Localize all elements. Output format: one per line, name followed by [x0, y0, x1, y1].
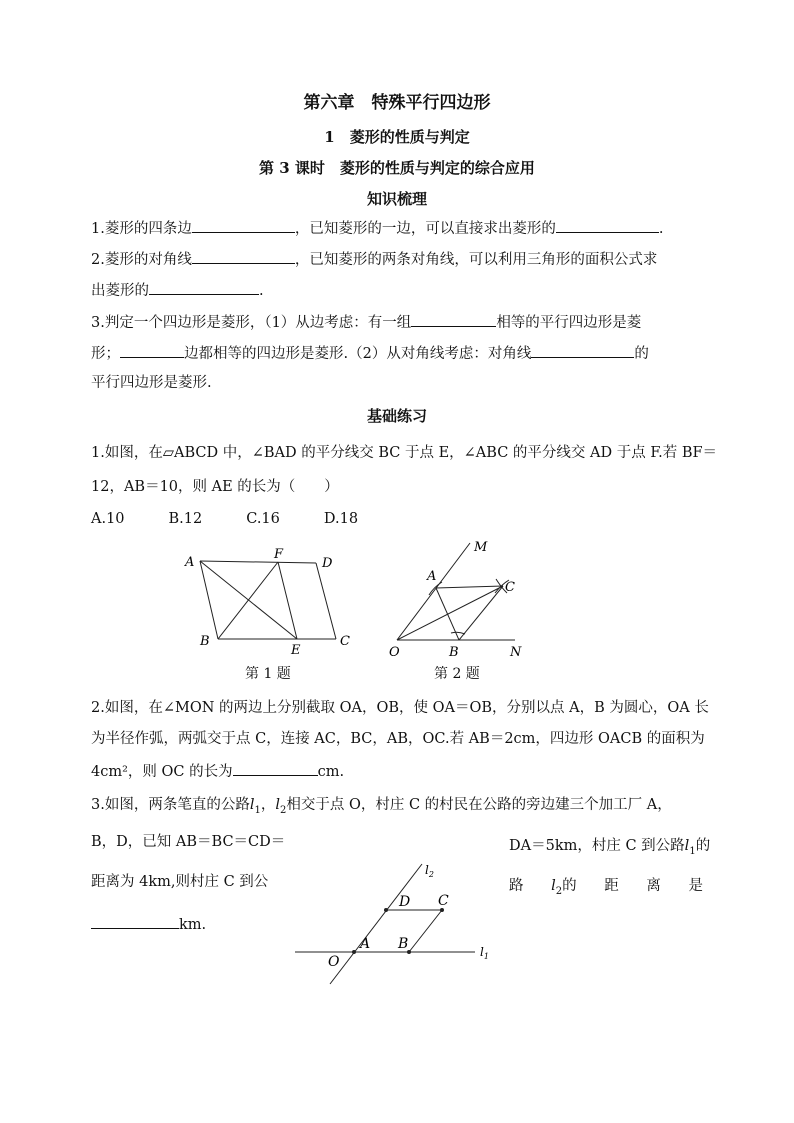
q1-text-line2: 12，AB＝10，则 AE 的长为（ ） [91, 479, 339, 495]
label-b: B [449, 645, 459, 660]
q3-text-line2-left: B，D，已知 AB＝BC＝CD＝ [91, 834, 286, 850]
q2-text-line1: 2.如图，在∠MON 的两边上分别截取 OA，OB，使 OA＝OB，分别以点 A，B 为圆心，OA 长 [91, 700, 709, 716]
label-a: A [427, 569, 437, 584]
figure-1-parallelogram [180, 545, 360, 655]
knowledge-item-2: 2.菱形的对角线 ，已知菱形的两条对角线，可以利用三角形的面积公式求 [91, 248, 657, 270]
answer-blank[interactable] [233, 760, 318, 776]
q3-text-line1: 3.如图，两条笔直的公路$l_1$，$l_2$相交于点 O，村庄 C 的村民在公路的旁边建三个加工厂 A， [91, 797, 672, 816]
q3-text-line3-left: 距离为 4km,则村庄 C 到公 [91, 874, 269, 890]
q1-options [91, 509, 358, 529]
label-a: A [185, 555, 195, 570]
segment-bc [409, 910, 442, 952]
label-b: B [200, 634, 210, 649]
knowledge-item-2-cont: 出菱形的 . [91, 279, 264, 301]
knowledge-item-1: 1.菱形的四条边 ，已知菱形的一边，可以直接求出菱形的 . [91, 217, 663, 239]
label-e: E [291, 643, 301, 655]
label-o: O [389, 645, 400, 660]
label-c: C [505, 580, 515, 595]
figure-2-angle [385, 535, 535, 660]
label-c: C [340, 634, 350, 649]
ray-om [397, 543, 470, 640]
point-a [352, 950, 356, 954]
point-d [384, 908, 388, 912]
segment-ad [200, 561, 316, 563]
label-f: F [274, 547, 284, 562]
figure-1-caption: 第 1 题 [245, 666, 291, 682]
segment-ac [436, 586, 503, 588]
q2-text-line2: 为半径作弧，两弧交于点 C，连接 AC，BC，AB，OC.若 AB＝2cm，四边形 OACB 的面积为 [91, 731, 705, 747]
label-d: D [399, 894, 411, 910]
chapter-title: 第六章 特殊平行四边形 [303, 93, 491, 113]
label-o: O [328, 954, 340, 970]
answer-blank[interactable] [531, 342, 634, 358]
figure-2-caption: 第 2 题 [434, 666, 480, 682]
q1-option-d[interactable]: D.18 [323, 511, 359, 527]
q3-text-line2-right: DA＝5km，村庄 C 到公路$l_1$的 [509, 838, 711, 857]
answer-blank[interactable] [120, 342, 184, 358]
knowledge-item-3-end: 平行四边形是菱形. [91, 375, 212, 391]
knowledge-item-3-cont: 形； 边都相等的四边形是菱形.（2）从对角线考虑：对角线 的 [91, 342, 649, 364]
label-d: D [322, 556, 333, 571]
practice-heading: 基础练习 [366, 407, 427, 425]
label-n: N [510, 645, 522, 660]
segment-dc [316, 563, 336, 639]
label-b: B [398, 936, 409, 952]
label-l1: $l_1$ [480, 945, 489, 961]
q3-text-line3-right: 路 $l_2$的 距 离 是 [509, 878, 703, 897]
q1-option-a[interactable]: A.10 [91, 511, 125, 527]
label-m: M [474, 540, 488, 555]
arc-b [451, 632, 465, 634]
q1-option-c[interactable]: C.16 [246, 511, 280, 527]
answer-blank[interactable] [192, 248, 295, 264]
segment-fe [278, 562, 297, 639]
segment-oc [397, 586, 503, 640]
answer-blank[interactable] [149, 279, 259, 295]
knowledge-item-3: 3.判定一个四边形是菱形，（1）从边考虑：有一组 相等的平行四边形是菱 [91, 311, 641, 333]
road-l2 [330, 864, 422, 984]
segment-bf [218, 562, 278, 639]
q2-text-line3: 4cm²，则 OC 的长为 cm. [91, 760, 344, 782]
answer-blank[interactable] [556, 217, 659, 233]
q1-text-line1: 1.如图，在▱ABCD 中，∠BAD 的平分线交 BC 于点 E，∠ABC 的平分线交 AD 于点 F.若 BF＝ [91, 445, 718, 461]
label-l2: $l_2$ [425, 863, 434, 879]
label-c: C [438, 893, 449, 909]
answer-blank[interactable] [91, 913, 179, 929]
answer-blank[interactable] [411, 311, 496, 327]
answer-blank[interactable] [192, 217, 295, 233]
label-a: A [360, 936, 371, 952]
knowledge-heading: 知识梳理 [366, 190, 427, 208]
segment-bc [459, 586, 503, 640]
q1-option-b[interactable]: B.12 [168, 511, 203, 527]
section-title: 1 菱形的性质与判定 [324, 128, 470, 146]
lesson-title: 第 3 课时 菱形的性质与判定的综合应用 [259, 159, 535, 177]
q3-text-line4: km. [91, 913, 206, 935]
figure-3-roads [290, 852, 510, 987]
